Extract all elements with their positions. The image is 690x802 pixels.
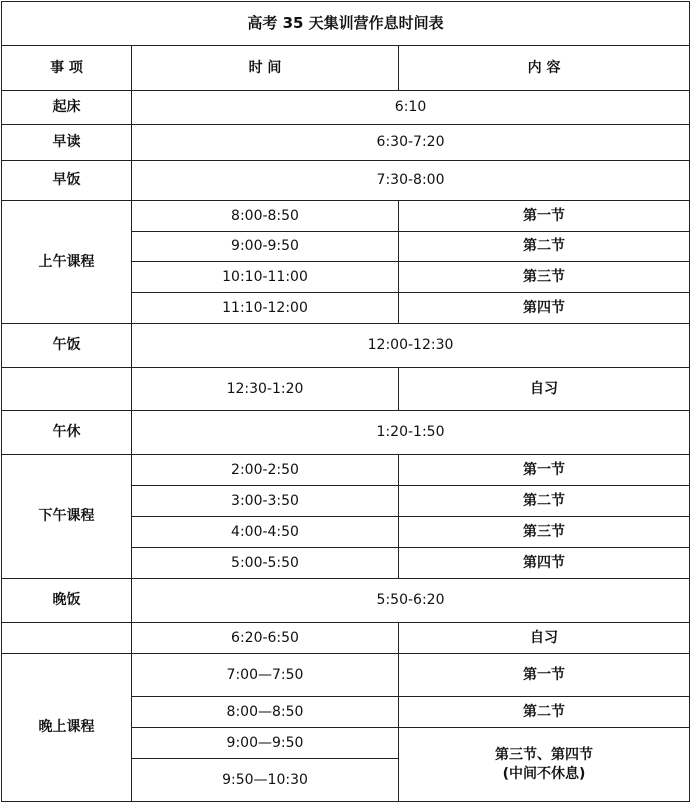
session-time: 11:10-12:00	[132, 293, 399, 324]
session-content: 第二节	[399, 697, 690, 728]
session-time: 8:00—8:50	[132, 697, 399, 728]
session-content: 第三节	[399, 262, 690, 293]
session-content: 第三节	[399, 517, 690, 548]
header-time: 时 间	[132, 46, 399, 91]
session-time: 7:00—7:50	[132, 654, 399, 697]
row-label-nap: 午休	[2, 411, 132, 455]
table-row	[2, 324, 690, 368]
header-content: 内 容	[399, 46, 690, 91]
row-label-morning: 上午课程	[2, 201, 132, 324]
table-row	[2, 368, 690, 411]
row-time-noon-study: 12:30-1:20	[132, 368, 399, 411]
session-content: 第四节	[399, 293, 690, 324]
row-label-noon-study	[2, 368, 132, 411]
session-time: 3:00-3:50	[132, 486, 399, 517]
row-time-breakfast: 7:30-8:00	[132, 161, 690, 201]
row-content-noon-study: 自习	[399, 368, 690, 411]
row-label-lunch: 午饭	[2, 324, 132, 368]
row-time-nap: 1:20-1:50	[132, 411, 690, 455]
session-time: 9:00—9:50	[132, 728, 399, 759]
row-time-lunch: 12:00-12:30	[132, 324, 690, 368]
session-content-merged	[399, 728, 690, 802]
row-label-breakfast: 早饭	[2, 161, 132, 201]
merged-content-line2: (中间不休息)	[502, 765, 586, 782]
header-item: 事 项	[2, 46, 132, 91]
session-content: 第二节	[399, 232, 690, 262]
session-content: 第二节	[399, 486, 690, 517]
row-label-dinner: 晚饭	[2, 579, 132, 623]
table-row	[2, 455, 690, 486]
session-content: 第一节	[399, 654, 690, 697]
row-label-wake: 起床	[2, 91, 132, 125]
row-content-evening-study: 自习	[399, 623, 690, 654]
session-content: 第四节	[399, 548, 690, 579]
row-label-read: 早读	[2, 125, 132, 161]
table-row	[2, 91, 690, 125]
table-row	[2, 579, 690, 623]
table-row	[2, 654, 690, 697]
session-content: 第一节	[399, 455, 690, 486]
merged-content-line1: 第三节、第四节	[495, 746, 594, 763]
session-time: 5:00-5:50	[132, 548, 399, 579]
row-label-evening-study	[2, 623, 132, 654]
table-row	[2, 161, 690, 201]
session-time: 10:10-11:00	[132, 262, 399, 293]
row-time-wake: 6:10	[132, 91, 690, 125]
session-time: 2:00-2:50	[132, 455, 399, 486]
row-time-read: 6:30-7:20	[132, 125, 690, 161]
table-row	[2, 623, 690, 654]
table-row	[2, 411, 690, 455]
table-row	[2, 125, 690, 161]
table-row	[2, 201, 690, 232]
row-label-afternoon: 下午课程	[2, 455, 132, 579]
session-time: 4:00-4:50	[132, 517, 399, 548]
session-content: 第一节	[399, 201, 690, 232]
table-title: 高考 35 天集训营作息时间表	[2, 2, 690, 46]
row-time-dinner: 5:50-6:20	[132, 579, 690, 623]
session-time: 9:00-9:50	[132, 232, 399, 262]
session-time: 9:50—10:30	[132, 759, 399, 802]
schedule-table	[1, 1, 690, 802]
row-label-evening: 晚上课程	[2, 654, 132, 802]
session-time: 8:00-8:50	[132, 201, 399, 232]
row-time-evening-study: 6:20-6:50	[132, 623, 399, 654]
